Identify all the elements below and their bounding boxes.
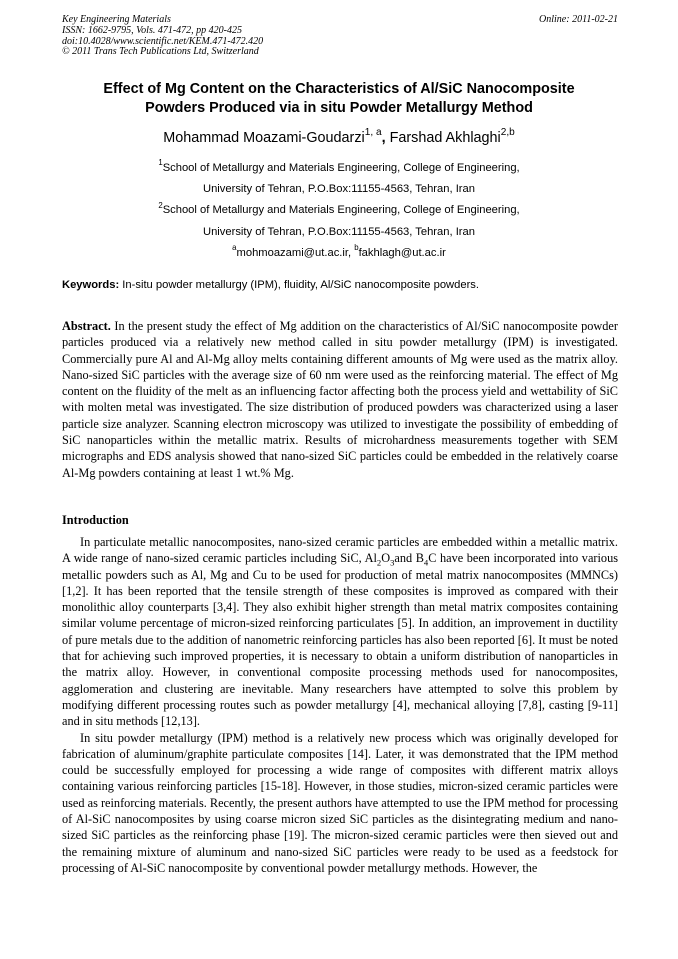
email-b-mark: b (354, 243, 359, 253)
affiliation-2-line-1 (50, 200, 628, 221)
keywords (62, 277, 618, 293)
copyright-line: © 2011 Trans Tech Publications Ltd, Switzerland (62, 46, 259, 58)
paragraph-1-part-a: In particulate metallic nanocomposites, nano-sized ceramic particles are embedded within a metallic matrix. A wide range of nano-sized ceramic particles including SiC, Al (62, 535, 618, 566)
paragraph-1-part-b: O (381, 551, 391, 566)
introduction-body (62, 534, 618, 876)
subscript: 3 (390, 557, 395, 568)
abstract-text: In the present study the effect of Mg addition on the characteristics of Al/SiC nanocomposite powder particles produced via a relatively new method called in situ powder metallurgy (IPM) is investigated. Commercially pure Al and Al-Mg alloy melts containing different amounts of Mg were used as the matrix alloy. Nano-sized SiC particles with the average size of 60 nm were used as the reinforcing material. The effect of Mg content on the fluidity of the melt as an influencing factor affecting both the process yield and wettability of SiC with molten metal was investigated. The size distribution of produced powders was characterized using a laser particle size analyzer. Scanning electron microscopy was utilized to investigate the possibility of embedding of SiC nanoparticles within the metallic matrix. Results of microhardness measurements together with SEM micrographs and EDS analysis showed that nano-sized SiC particles could be embedded in the relatively coarse Al-Mg powders containing at least 1 wt.% Mg. (62, 319, 618, 480)
paragraph-1-part-d: C have been incorporated into various metallic powders such as Al, Mg and Cu to be used for production of metal matrix nanocomposites (MMNCs) [1,2]. It has been reported that the tensile strength of these composites is improved as compared with their monolithic alloy counterparts [3,4]. They also exhibit higher strength than metal matrix composites containing similar volume percentage of micron-sized reinforcing particulates [5]. In addition, an improvement in ductility of pure metals due to the addition of nanometric reinforcing particles has also been reported [6]. It must be noted that for achieving such improved properties, it is necessary to obtain a uniform distribution of nanoparticles in the matrix alloy. However, in conventional composite processing methods used for nanocomposites, agglomeration and clustering are inevitable. Many researchers have attempted to solve this problem by modifying different processing routes such as powder metallurgy [4], mechanical alloying [7,8], casting [9-11] and in situ methods [12,13]. (62, 551, 619, 729)
title-line-2: Powders Produced via in situ Powder Metallurgy Method (145, 100, 533, 116)
affiliation-2-number: 2 (158, 200, 163, 210)
affiliation-2-line-2: University of Tehran, P.O.Box:11155-4563, Tehran, Iran (203, 225, 475, 238)
author-separator: , (381, 130, 390, 146)
author-list (50, 128, 628, 148)
affiliation-1-line-2: University of Tehran, P.O.Box:11155-4563, Tehran, Iran (203, 183, 475, 196)
journal-name: Key Engineering Materials (62, 14, 171, 25)
keywords-label: Keywords: (62, 279, 120, 291)
paragraph-1-part-c: and B (394, 551, 424, 566)
paragraph-2: In situ powder metallurgy (IPM) method is a relatively new process which was originally developed for fabrication of aluminum/graphite particulate composites [14]. Later, it was demonstrated that the IPM method could be successfully employed for processing a wide range of composites with different matrix alloys containing various reinforcing particles [15-18]. However, in those studies, micron-sized ceramic particles were used as reinforcing materials. Recently, the present authors have attempted to use the IPM method for processing of Al-SiC nanocomposites by using coarse micron sized SiC particles as the disintegrating medium and nano-sized SiC particles as the reinforcing phase [19]. The micron-sized ceramic particles were then sieved out and the remaining mixture of aluminum and nano-sized SiC particles were ready to be used as a feedstock for processing of Al-SiC nanocomposite by conventional powder metallurgy methods. However, the (62, 730, 618, 875)
author-1-affiliation: 1, a (364, 127, 382, 139)
affiliations (50, 158, 628, 264)
author-2-affiliation: 2,b (500, 127, 515, 139)
subscript: 4 (423, 557, 429, 568)
author-1: Mohammad Moazami-Goudarzi (163, 130, 365, 146)
journal-header (62, 15, 618, 58)
paper-title (50, 80, 628, 118)
keywords-text: In-situ powder metallurgy (IPM), fluidity, Al/SiC nanocomposite powders. (119, 279, 480, 291)
affiliation-1-number: 1 (158, 158, 163, 168)
subscript: 2 (376, 557, 382, 568)
title-line-1: Effect of Mg Content on the Characteristics of Al/SiC Nanocomposite (103, 81, 575, 97)
affiliation-1-text: School of Metallurgy and Materials Engineering, College of Engineering, (162, 162, 520, 174)
issn-line: ISSN: 1662-9795, Vols. 471-472, pp 420-425 (62, 24, 242, 36)
introduction-heading: Introduction (62, 513, 129, 527)
email-line (50, 243, 628, 264)
affiliation-1-line-1 (50, 158, 628, 179)
email-b[interactable]: fakhlagh@ut.ac.ir (358, 246, 446, 259)
paragraph-1 (62, 534, 618, 730)
abstract-label: Abstract. (62, 319, 111, 333)
author-2: Farshad Akhlaghi (389, 130, 501, 146)
doi-line: doi:10.4028/www.scientific.net/KEM.471-472.420 (62, 35, 264, 47)
email-a[interactable]: mohmoazami@ut.ac.ir, (236, 246, 355, 259)
online-date: Online: 2011-02-21 (539, 14, 618, 25)
affiliation-2-text: School of Metallurgy and Materials Engineering, College of Engineering, (162, 204, 520, 217)
abstract (62, 318, 618, 481)
email-a-mark: a (232, 243, 237, 253)
